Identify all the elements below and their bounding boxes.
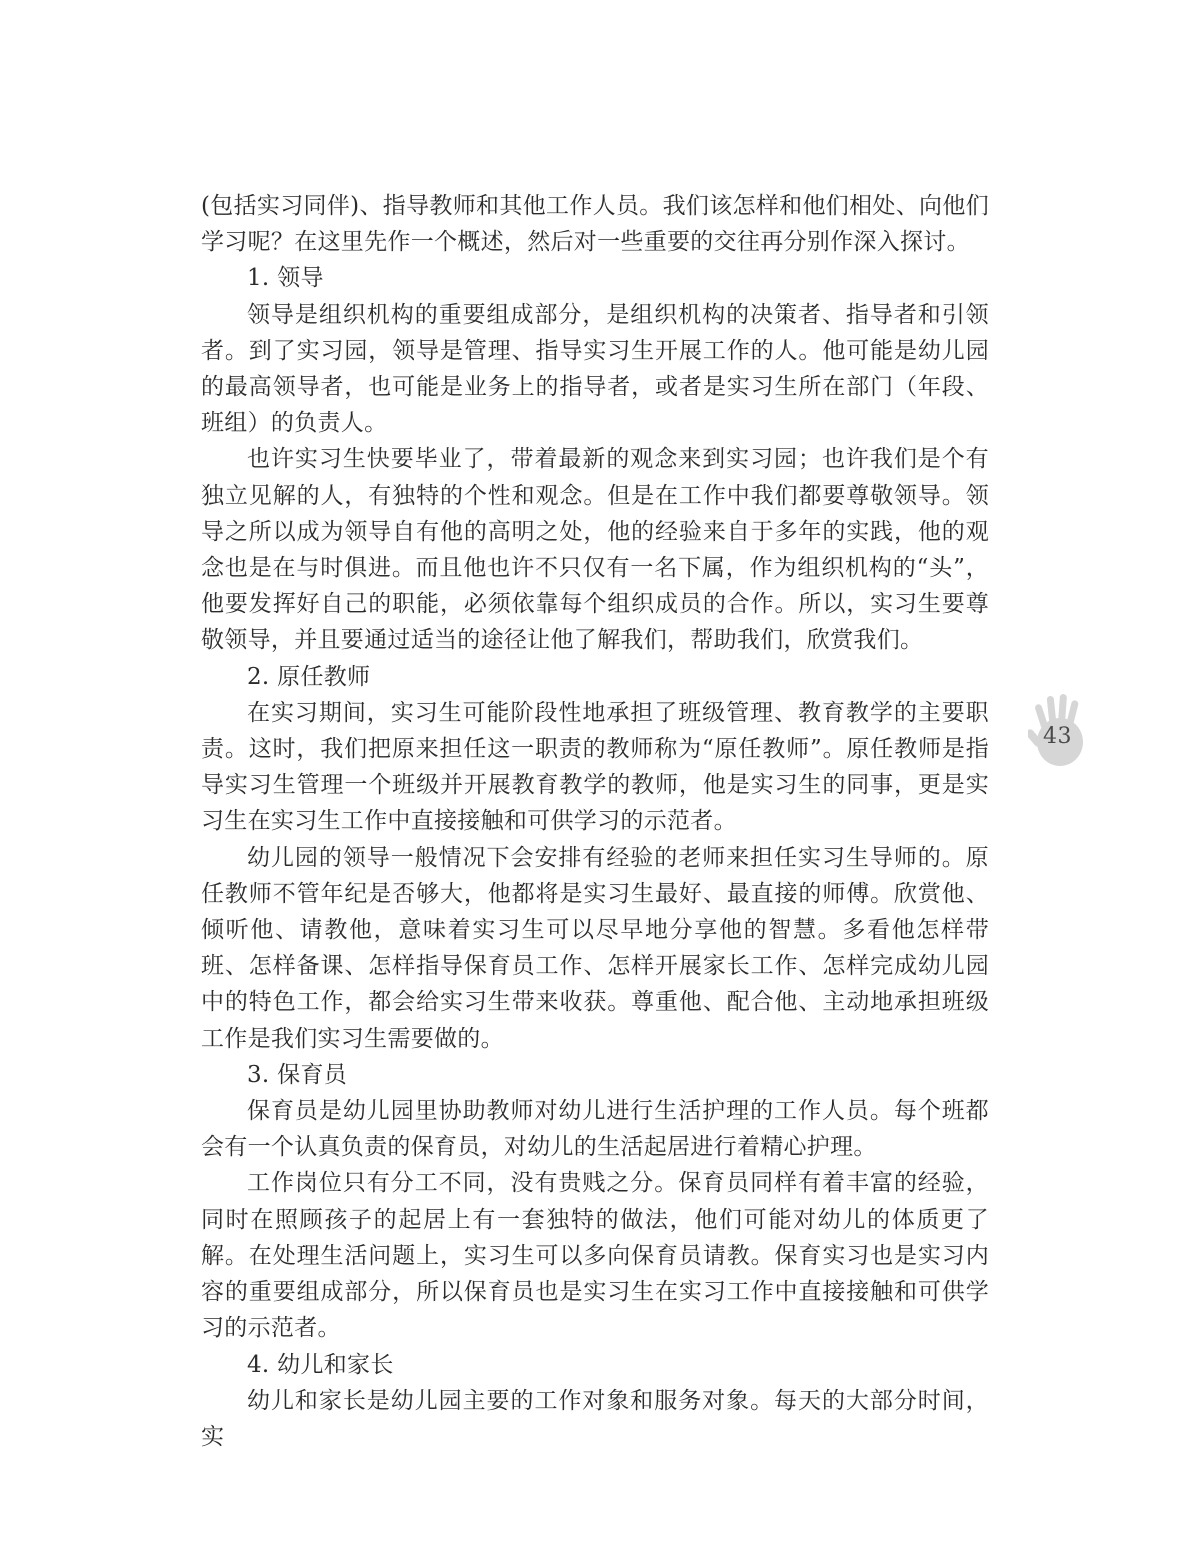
paragraph-leader-definition: 领导是组织机构的重要组成部分，是组织机构的决策者、指导者和引领者。到了实习园，领导是管理、指导实习生开展工作的人。他可能是幼儿园的最高领导者，也可能是业务上的指导者，或者是实习生所在部门（年段、班组）的负责人。 bbox=[201, 301, 989, 437]
paragraph-respect-leader: 也许实习生快要毕业了，带着最新的观念来到实习园；也许我们是个有独立见解的人，有独特的个性和观念。但是在工作中我们都要尊敬领导。领导之所以成为领导自有他的高明之处，他的经验来自于多年的实践，他的观念也是在与时俱进。而且他也许不只仅有一名下属，作为组织机构的“头”，他要发挥好自己的职能，必须依靠每个组织成员的合作。所以，实习生要尊敬领导，并且要通过适当的途径让他了解我们，帮助我们，欣赏我们。 bbox=[201, 446, 989, 654]
section-heading-children-parents: 4. 幼儿和家长 bbox=[247, 1351, 394, 1378]
document-body bbox=[201, 188, 989, 1455]
paragraph-caregiver-definition: 保育员是幼儿园里协助教师对幼儿进行生活护理的工作人员。每个班都会有一个认真负责的保育员，对幼儿的生活起居进行着精心护理。 bbox=[201, 1098, 989, 1161]
paragraph-children-parents: 幼儿和家长是幼儿园主要的工作对象和服务对象。每天的大部分时间，实 bbox=[201, 1387, 989, 1450]
page-number: 43 bbox=[1043, 724, 1072, 749]
paragraph-original-teacher-mentor: 幼儿园的领导一般情况下会安排有经验的老师来担任实习生导师的。原任教师不管年纪是否够大，他都将是实习生最好、最直接的师傅。欣赏他、倾听他、请教他，意味着实习生可以尽早地分享他的智慧。多看他怎样带班、怎样备课、怎样指导保育员工作、怎样开展家长工作、怎样完成幼儿园中的特色工作，都会给实习生带来收获。尊重他、配合他、主动地承担班级工作是我们实习生需要做的。 bbox=[201, 844, 989, 1052]
paragraph-caregiver-learning: 工作岗位只有分工不同，没有贵贱之分。保育员同样有着丰富的经验，同时在照顾孩子的起居上有一套独特的做法，他们可能对幼儿的体质更了解。在处理生活问题上，实习生可以多向保育员请教。保育实习也是实习内容的重要组成部分，所以保育员也是实习生在实习工作中直接接触和可供学习的示范者。 bbox=[201, 1170, 989, 1342]
section-heading-original-teacher: 2. 原任教师 bbox=[247, 663, 371, 690]
paragraph-continuation: (包括实习同伴)、指导教师和其他工作人员。我们该怎样和他们相处、向他们学习呢？在这里先作一个概述，然后对一些重要的交往再分别作深入探讨。 bbox=[201, 193, 989, 256]
section-heading-leader: 1. 领导 bbox=[247, 265, 324, 292]
paragraph-original-teacher-definition: 在实习期间，实习生可能阶段性地承担了班级管理、教育教学的主要职责。这时，我们把原来担任这一职责的教师称为“原任教师”。原任教师是指导实习生管理一个班级并开展教育教学的教师，他是实习生的同事，更是实习生在实习生工作中直接接触和可供学习的示范者。 bbox=[201, 699, 989, 835]
section-heading-caregiver: 3. 保育员 bbox=[247, 1061, 348, 1088]
